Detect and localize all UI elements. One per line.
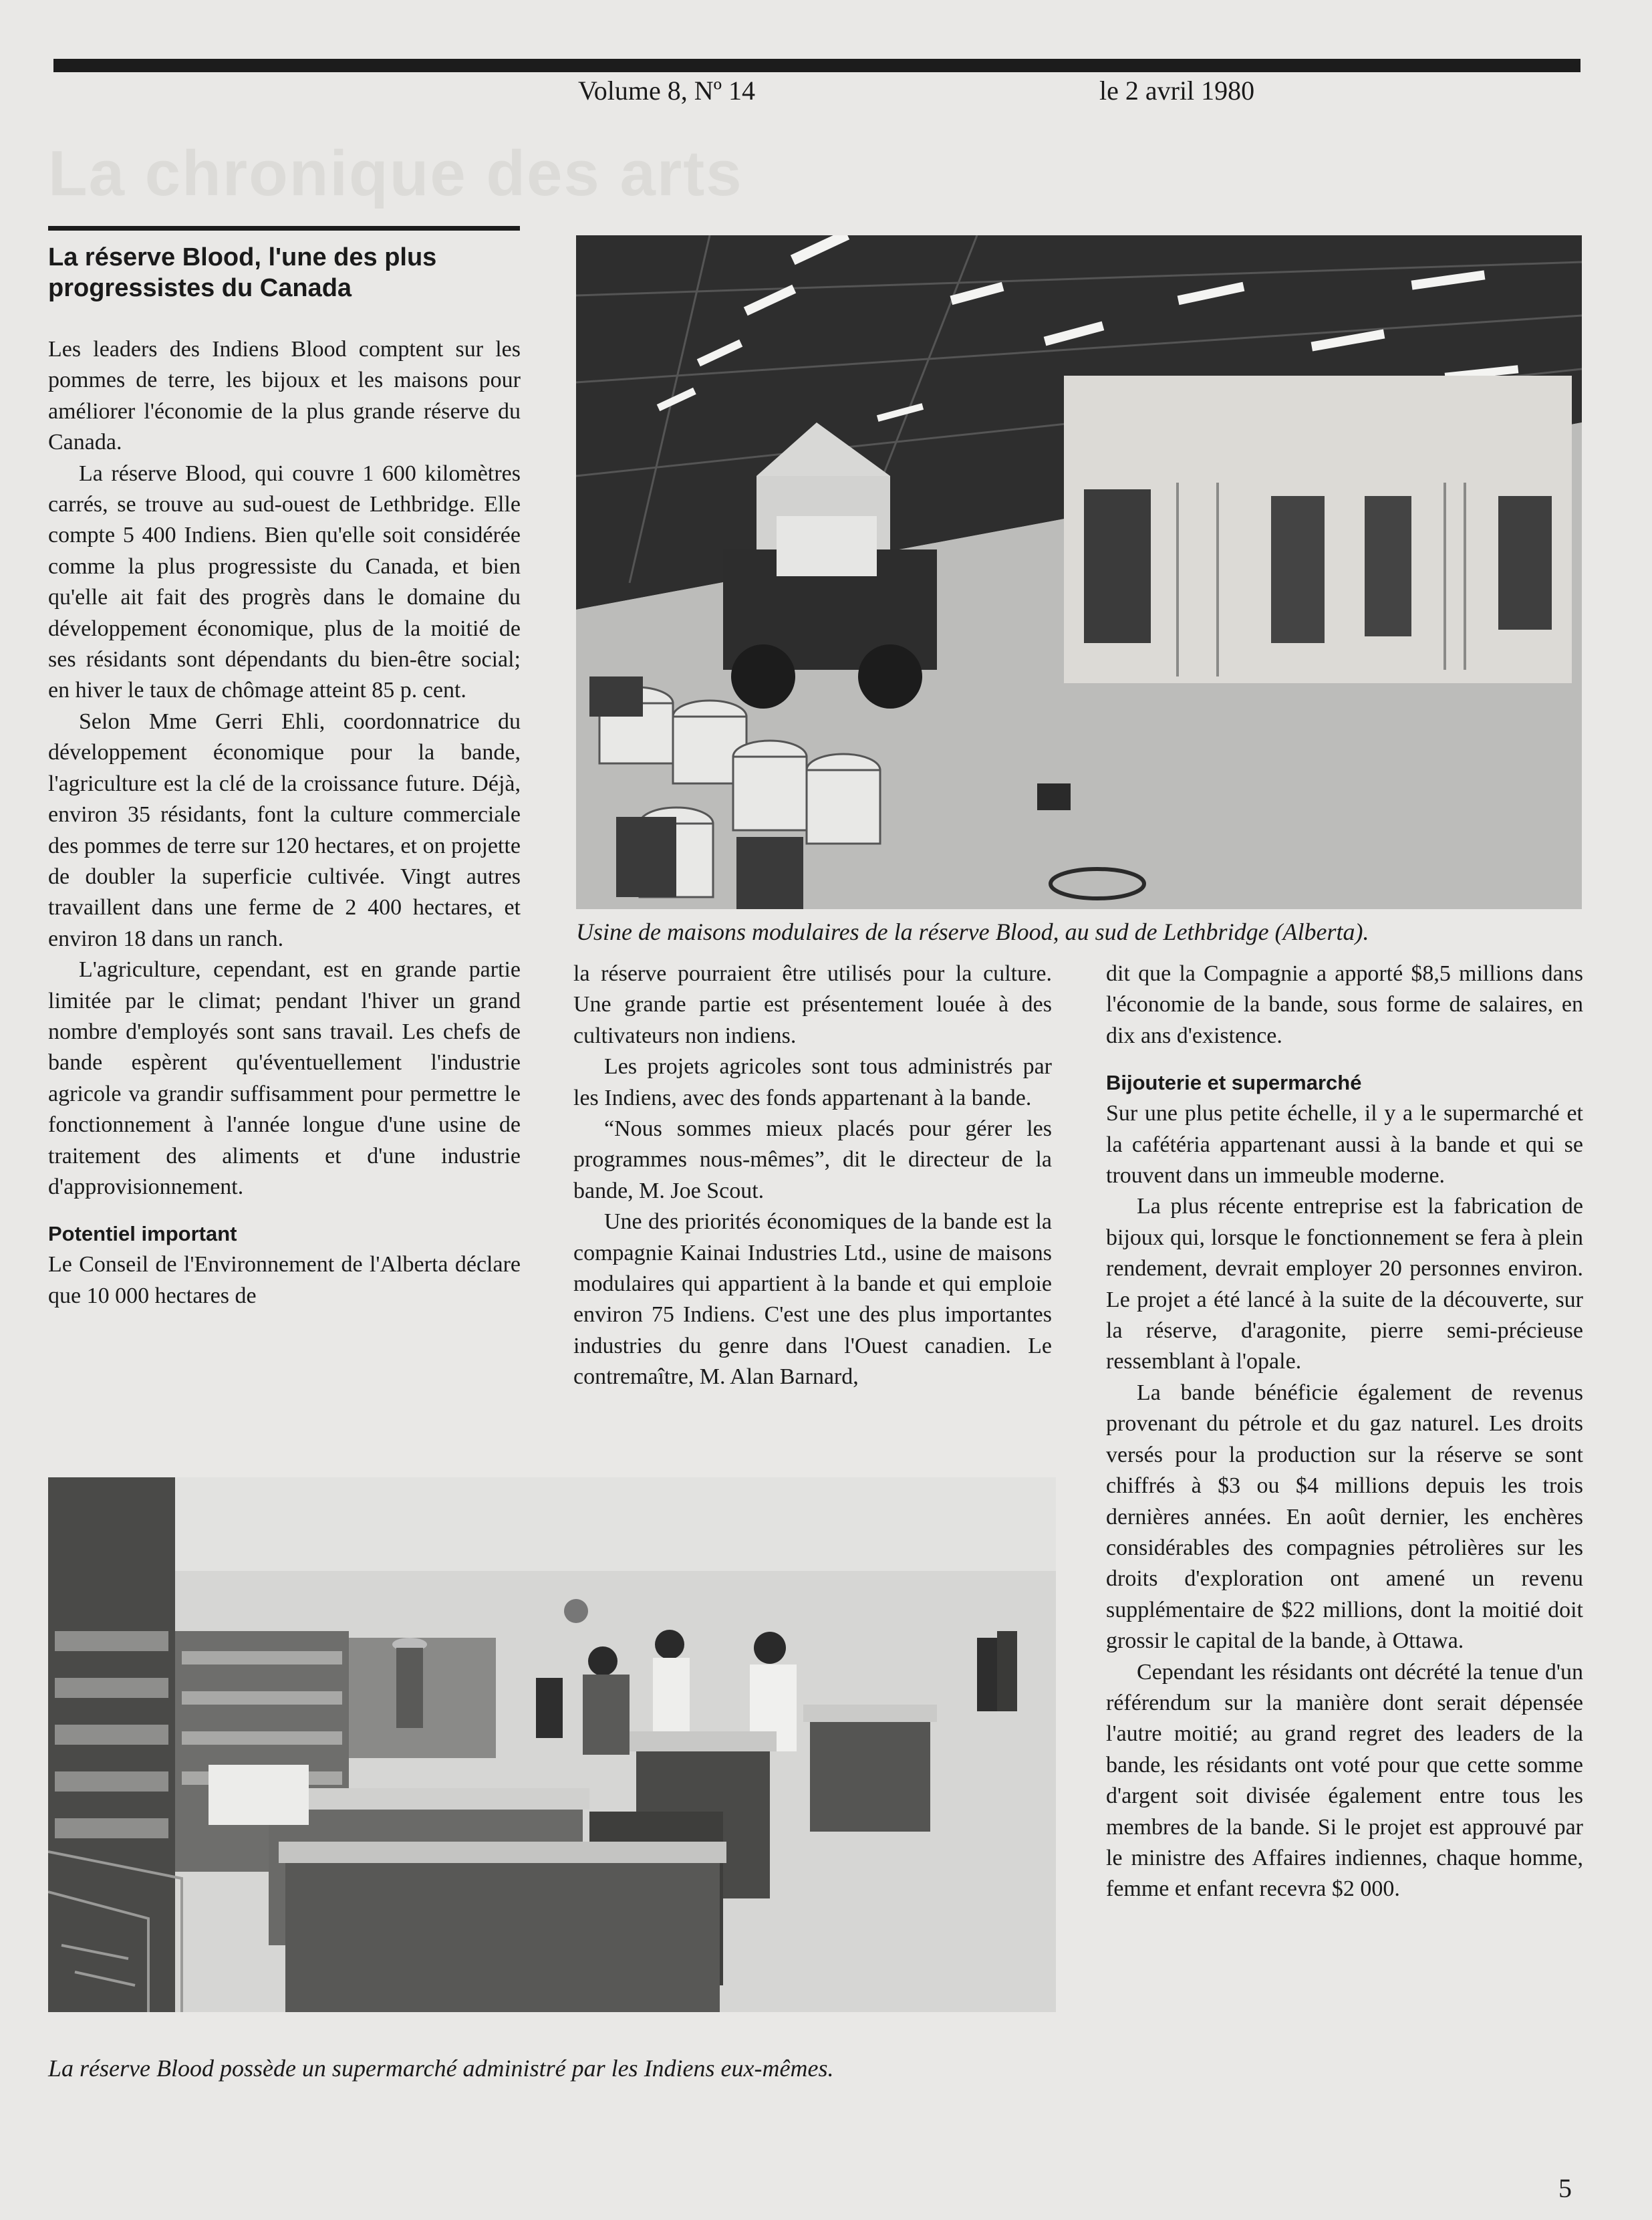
- paragraph: Sur une plus petite échelle, il y a le supermarché et la cafétéria appartenant aussi à la bande et qui se trouvent dans un immeuble moderne.: [1106, 1101, 1583, 1189]
- factory-photo-caption: Usine de maisons modulaires de la réserve Blood, au sud de Lethbridge (Alberta).: [576, 918, 1369, 945]
- section-rule: [48, 226, 520, 231]
- factory-photo: [576, 235, 1582, 909]
- issue-date: le 2 avril 1980: [1099, 76, 1255, 106]
- column-2: [573, 959, 1052, 1393]
- paragraph: dit que la Compagnie a apporté $8,5 millions dans l'économie de la bande, sous forme de salaires, en dix ans d'existence.: [1106, 961, 1583, 1048]
- paragraph: Les leaders des Indiens Blood comptent sur les pommes de terre, les bijoux et les maisons pour améliorer l'économie de la plus grande réserve du Canada.: [48, 337, 521, 455]
- column-1: [48, 334, 521, 1312]
- paragraph: “Nous sommes mieux placés pour gérer les programmes nous-mêmes”, dit le directeur de la bande, M. Joe Scout.: [573, 1116, 1052, 1203]
- paragraph: Les projets agricoles sont tous administrés par les Indiens, avec des fonds appartenant à la bande.: [573, 1054, 1052, 1110]
- paragraph: Cependant les résidants ont décrété la tenue d'un référendum sur la manière dont serait dépensée l'autre moitié; au grand regret des leaders de la bande, les résidants ont voté pour que cette somme d'argent soit divisée également entre tous les membres de la bande. Si le projet est approuvé par le ministre des Affaires indiennes, chaque homme, femme et enfant recevra $2 000.: [1106, 1659, 1583, 1902]
- column-3: [1106, 959, 1583, 1905]
- paragraph: Le Conseil de l'Environnement de l'Alberta déclare que 10 000 hectares de: [48, 1252, 521, 1308]
- top-rule: [53, 59, 1580, 72]
- supermarket-photo-caption: La réserve Blood possède un supermarché administré par les Indiens eux-mêmes.: [48, 2055, 834, 2082]
- volume-label: Volume 8, Nº 14: [578, 76, 755, 106]
- paragraph: La plus récente entreprise est la fabrication de bijoux qui, lorsque le fonctionnement se fera à plein rendement, devrait employer 20 personnes environ. Le projet a été lancé à la suite de la découverte, sur la réserve, d'aragonite, pierre semi-précieuse ressemblant à l'opale.: [1106, 1194, 1583, 1374]
- subheading-bijouterie: Bijouterie et supermarché: [1106, 1071, 1362, 1095]
- paragraph: Une des priorités économiques de la bande est la compagnie Kainai Industries Ltd., usine de maisons modulaires qui appartient à la bande et qui emploie environ 75 Indiens. C'est une des plus importantes industries du genre dans l'Ouest canadien. Le contremaître, M. Alan Barnard,: [573, 1209, 1052, 1390]
- show-through-title: La chronique des arts: [48, 138, 743, 209]
- article-headline: La réserve Blood, l'une des plus progressistes du Canada: [48, 243, 437, 302]
- paragraph: La réserve Blood, qui couvre 1 600 kilomètres carrés, se trouve au sud-ouest de Lethbridge. Elle compte 5 400 Indiens. Bien qu'elle soit considérée comme la plus progressiste du Canada, et bien qu'elle ait fait des progrès dans le domaine du développement économique, plus de la moitié de ses résidants sont dépendants du bien-être social; en hiver le taux de chômage atteint 85 p. cent.: [48, 461, 521, 703]
- page-number: 5: [1558, 2173, 1572, 2203]
- paragraph: la réserve pourraient être utilisés pour la culture. Une grande partie est présentement louée à des cultivateurs non indiens.: [573, 961, 1052, 1048]
- supermarket-photo: [48, 1477, 1056, 2012]
- paragraph: La bande bénéficie également de revenus provenant du pétrole et du gaz naturel. Les droits versés pour la production sur la réserve se sont chiffrés à $3 ou $4 millions depuis les trois dernières années. En août dernier, les enchères considérables des compagnies pétrolières sur les droits d'exploration ont amené un revenu supplémentaire de $22 millions, dont la moitié doit grossir le capital de la bande, à Ottawa.: [1106, 1380, 1583, 1654]
- subheading-potentiel: Potentiel important: [48, 1222, 237, 1246]
- paragraph: Selon Mme Gerri Ehli, coordonnatrice du développement économique pour la bande, l'agriculture est la clé de la croissance future. Déjà, environ 35 résidants, font la culture commerciale des pommes de terre sur 120 hectares, et on projette de doubler la superficie cultivée. Vingt autres travaillent dans une ferme de 2 400 hectares, et environ 18 dans un ranch.: [48, 709, 521, 951]
- paragraph: L'agriculture, cependant, est en grande partie limitée par le climat; pendant l'hiver un grand nombre d'employés sont sans travail. Les chefs de bande espèrent qu'éventuellement l'industrie agricole va grandir suffisamment pour permettre le fonctionnement à l'année longue d'une usine de traitement des aliments et d'une industrie d'approvisionnement.: [48, 957, 521, 1199]
